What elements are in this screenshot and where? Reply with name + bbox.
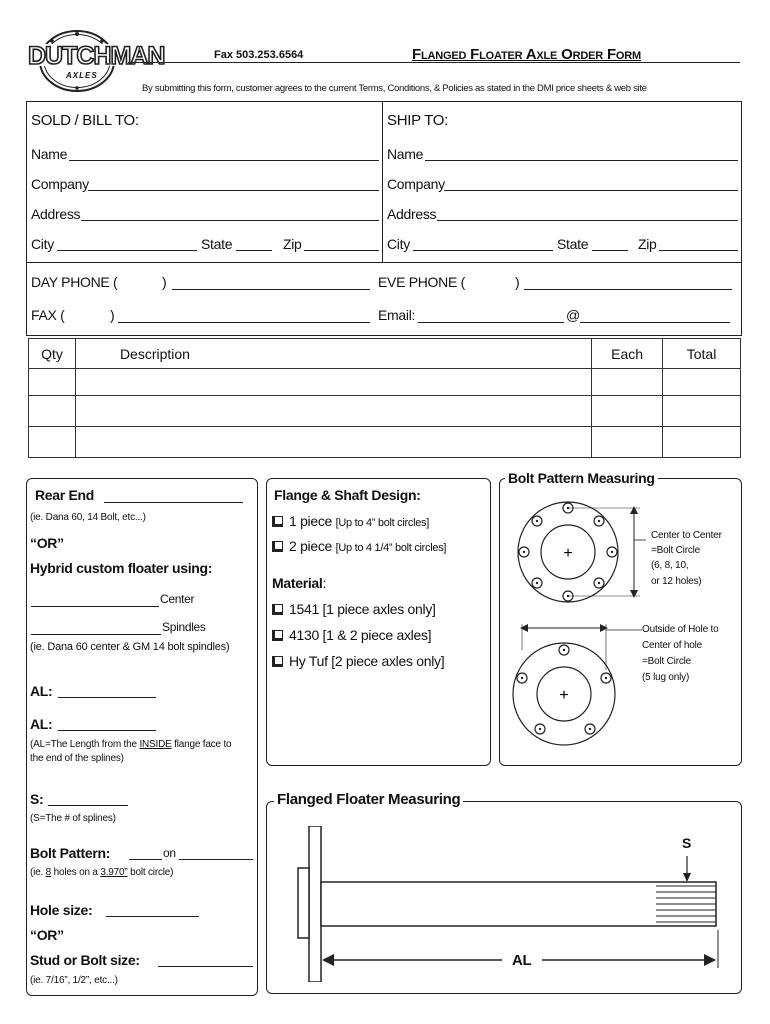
material-heading bbox=[272, 575, 326, 591]
one-piece-option[interactable] bbox=[272, 513, 429, 529]
rear-end-label: Rear End bbox=[35, 487, 95, 503]
col-each-header: Each bbox=[592, 339, 663, 369]
material-label: Material bbox=[272, 575, 323, 591]
ship-zip-label: Zip bbox=[638, 236, 657, 252]
eve-phone-area-field[interactable] bbox=[468, 274, 512, 290]
checkbox-icon[interactable] bbox=[272, 656, 283, 667]
center-label: Center bbox=[160, 592, 195, 606]
bill-state-field[interactable] bbox=[236, 250, 272, 251]
stud-size-field[interactable] bbox=[158, 966, 253, 967]
checkbox-icon[interactable] bbox=[272, 541, 283, 552]
col-description-header: Description bbox=[75, 339, 591, 369]
checkbox-icon[interactable] bbox=[272, 604, 283, 615]
rear-end-example: (ie. Dana 60, 14 Bolt, etc...) bbox=[30, 512, 146, 523]
description-cell[interactable] bbox=[75, 427, 591, 458]
al-note-line2: the end of the splines) bbox=[30, 753, 124, 764]
bill-company-label: Company bbox=[31, 176, 89, 192]
center-field[interactable] bbox=[31, 606, 159, 607]
axle-diagram bbox=[290, 826, 730, 982]
day-phone-close: ) bbox=[162, 274, 167, 290]
svg-text:+: + bbox=[559, 687, 569, 704]
bolt-holes-field[interactable] bbox=[129, 859, 162, 860]
bolt-note-size: 3.970” bbox=[100, 867, 128, 878]
total-cell[interactable] bbox=[663, 369, 741, 396]
al-field-2[interactable] bbox=[58, 730, 156, 731]
ship-to-heading: SHIP TO: bbox=[387, 112, 448, 129]
or-label-2: “OR” bbox=[30, 927, 64, 943]
s-field[interactable] bbox=[48, 805, 128, 806]
checkbox-icon[interactable] bbox=[272, 516, 283, 527]
outside-hole-text-1: Outside of Hole to bbox=[642, 624, 719, 635]
bolt-pattern-measuring-title: Bolt Pattern Measuring bbox=[505, 470, 658, 486]
spindles-field[interactable] bbox=[31, 634, 161, 635]
bolt-note-holes: 8 bbox=[45, 867, 52, 878]
col-total-header: Total bbox=[663, 339, 741, 369]
form-title: Flanged Floater Axle Order Form bbox=[412, 46, 641, 63]
bill-address-label: Address bbox=[31, 206, 81, 222]
logo-wordmark: DUTCHMAN bbox=[28, 42, 165, 70]
ship-address-field[interactable] bbox=[437, 220, 738, 221]
bill-company-field[interactable] bbox=[88, 190, 379, 191]
material-1541-label: 1541 [1 piece axles only] bbox=[289, 601, 436, 617]
al-label-2: AL: bbox=[30, 716, 53, 732]
stud-size-label: Stud or Bolt size: bbox=[30, 952, 140, 968]
logo-subtitle: AXLES bbox=[66, 71, 98, 80]
al-note-part2: flange face to bbox=[171, 739, 232, 750]
hybrid-example: (ie. Dana 60 center & GM 14 bolt spindles) bbox=[30, 641, 230, 653]
bill-to-heading: SOLD / BILL TO: bbox=[31, 112, 139, 129]
bill-state-label: State bbox=[201, 236, 233, 252]
flange-shaft-heading: Flange & Shaft Design: bbox=[274, 487, 421, 503]
svg-text:+: + bbox=[563, 545, 573, 562]
bill-city-label: City bbox=[31, 236, 54, 252]
each-cell[interactable] bbox=[592, 396, 663, 427]
fax-area-field[interactable] bbox=[70, 307, 108, 323]
axle-length-label: AL bbox=[512, 952, 532, 969]
spindles-label: Spindles bbox=[162, 620, 206, 634]
qty-cell[interactable] bbox=[29, 396, 76, 427]
two-piece-option[interactable] bbox=[272, 538, 446, 554]
ship-name-field[interactable] bbox=[425, 160, 738, 161]
al-label-1: AL: bbox=[30, 683, 53, 699]
bill-name-label: Name bbox=[31, 146, 68, 162]
bill-zip-field[interactable] bbox=[304, 250, 379, 251]
fax-field[interactable] bbox=[118, 322, 370, 323]
dutchman-logo bbox=[26, 28, 165, 94]
table-row bbox=[29, 369, 741, 396]
address-divider bbox=[382, 101, 383, 263]
two-piece-note: [Up to 4 1/4” bolt circles] bbox=[335, 542, 447, 554]
qty-cell[interactable] bbox=[29, 427, 76, 458]
material-1541-option[interactable] bbox=[272, 601, 436, 617]
outside-hole-text-4: (5 lug only) bbox=[642, 672, 690, 683]
day-phone-field[interactable] bbox=[172, 289, 370, 290]
hole-size-label: Hole size: bbox=[30, 902, 93, 918]
al-note-inside: INSIDE bbox=[139, 739, 172, 750]
one-piece-label: 1 piece bbox=[289, 513, 333, 529]
bolt-circle-field[interactable] bbox=[179, 859, 253, 860]
fax-number: Fax 503.253.6564 bbox=[214, 49, 304, 61]
material-colon: : bbox=[322, 575, 327, 591]
eve-phone-close: ) bbox=[515, 274, 520, 290]
each-cell[interactable] bbox=[592, 427, 663, 458]
total-cell[interactable] bbox=[663, 396, 741, 427]
each-cell[interactable] bbox=[592, 369, 663, 396]
day-phone-label: DAY PHONE ( bbox=[31, 274, 118, 290]
bolt-note-part2: holes on a bbox=[51, 867, 101, 878]
description-cell[interactable] bbox=[75, 369, 591, 396]
ship-address-label: Address bbox=[387, 206, 437, 222]
center-to-center-text-3: (6, 8, 10, bbox=[651, 560, 689, 571]
email-label: Email: bbox=[378, 307, 416, 323]
or-label: “OR” bbox=[30, 535, 64, 551]
material-hytuf-option[interactable] bbox=[272, 653, 444, 669]
center-to-center-text-1: Center to Center bbox=[651, 530, 722, 541]
floater-measuring-title: Flanged Floater Measuring bbox=[274, 791, 463, 808]
ship-company-label: Company bbox=[387, 176, 445, 192]
bolt-pattern-label: Bolt Pattern: bbox=[30, 845, 111, 861]
bolt-note bbox=[30, 867, 173, 878]
ship-city-label: City bbox=[387, 236, 410, 252]
email-at: @ bbox=[566, 307, 580, 323]
center-to-center-text-4: or 12 holes) bbox=[651, 576, 702, 587]
ship-state-label: State bbox=[557, 236, 589, 252]
bill-address-field[interactable] bbox=[81, 220, 379, 221]
qty-cell[interactable] bbox=[29, 369, 76, 396]
outside-hole-text-3: =Bolt Circle bbox=[642, 656, 692, 667]
col-qty-header: Qty bbox=[29, 339, 76, 369]
table-header-row bbox=[29, 339, 741, 369]
rear-end-field[interactable] bbox=[104, 502, 243, 503]
bolt-circle-diagram-8 bbox=[506, 496, 646, 608]
order-items-table bbox=[28, 338, 741, 458]
bolt-note-part1: (ie. bbox=[30, 867, 46, 878]
material-4130-option[interactable] bbox=[272, 627, 431, 643]
ship-state-field[interactable] bbox=[592, 250, 628, 251]
one-piece-note: [Up to 4” bolt circles] bbox=[335, 517, 429, 529]
rear-end-box bbox=[26, 478, 258, 996]
two-piece-label: 2 piece bbox=[289, 538, 333, 554]
email-domain-field[interactable] bbox=[580, 322, 730, 323]
al-note-part1: (AL=The Length from the bbox=[30, 739, 140, 750]
ship-city-field[interactable] bbox=[413, 250, 553, 251]
hole-size-field[interactable] bbox=[106, 916, 199, 917]
al-note bbox=[30, 739, 231, 750]
terms-disclaimer: By submitting this form, customer agrees to the current Terms, Conditions, & Policies as stated in the DMI price sheets & web site bbox=[142, 83, 647, 94]
table-row bbox=[29, 396, 741, 427]
day-phone-area-field[interactable] bbox=[120, 274, 160, 290]
email-user-field[interactable] bbox=[418, 322, 564, 323]
total-cell[interactable] bbox=[663, 427, 741, 458]
table-row bbox=[29, 427, 741, 458]
s-label: S: bbox=[30, 791, 44, 807]
bolt-on-label: on bbox=[163, 846, 176, 860]
bill-name-field[interactable] bbox=[69, 160, 379, 161]
bolt-note-part3: bolt circle) bbox=[127, 867, 174, 878]
description-cell[interactable] bbox=[75, 396, 591, 427]
s-note: (S=The # of splines) bbox=[30, 813, 116, 824]
bill-city-field[interactable] bbox=[57, 250, 197, 251]
material-hytuf-label: Hy Tuf [2 piece axles only] bbox=[289, 653, 445, 669]
spline-s-label: S bbox=[682, 835, 692, 851]
fax-close: ) bbox=[110, 307, 115, 323]
fax-label: FAX ( bbox=[31, 307, 65, 323]
al-field-1[interactable] bbox=[58, 697, 156, 698]
eve-phone-field[interactable] bbox=[524, 289, 732, 290]
eve-phone-label: EVE PHONE ( bbox=[378, 274, 465, 290]
stud-note: (ie. 7/16”, 1/2”, etc...) bbox=[30, 975, 118, 986]
checkbox-icon[interactable] bbox=[272, 630, 283, 641]
bill-zip-label: Zip bbox=[283, 236, 302, 252]
ship-company-field[interactable] bbox=[444, 190, 738, 191]
bolt-circle-diagram-5 bbox=[506, 620, 646, 756]
hybrid-floater-label: Hybrid custom floater using: bbox=[30, 560, 213, 576]
ship-zip-field[interactable] bbox=[659, 250, 738, 251]
material-4130-label: 4130 [1 & 2 piece axles] bbox=[289, 627, 432, 643]
ship-name-label: Name bbox=[387, 146, 424, 162]
center-to-center-text-2: =Bolt Circle bbox=[651, 545, 701, 556]
outside-hole-text-2: Center of hole bbox=[642, 640, 703, 651]
